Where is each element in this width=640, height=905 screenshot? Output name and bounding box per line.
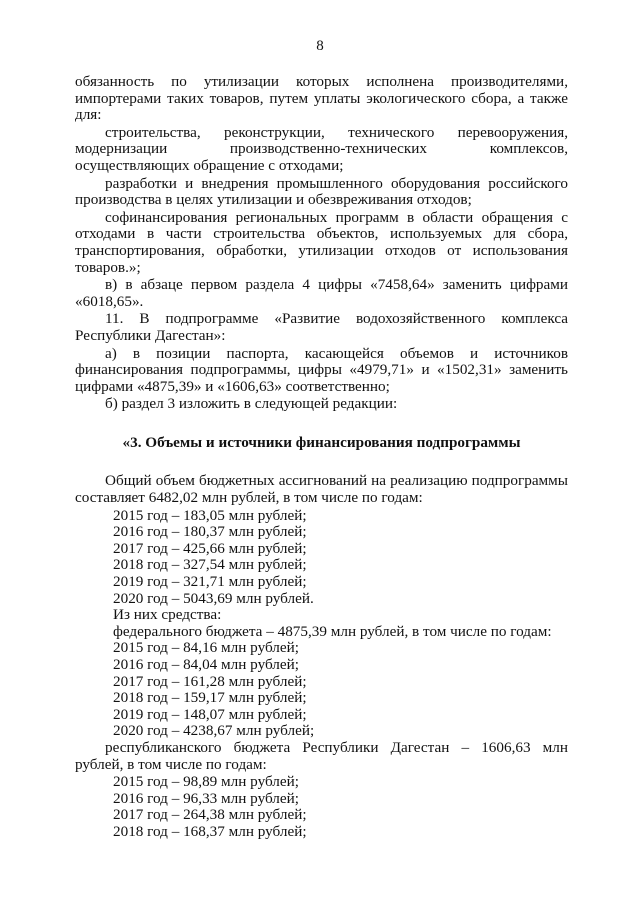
federal-years-list xyxy=(75,640,568,740)
list-item: 2020 год – 5043,69 млн рублей. xyxy=(113,589,314,607)
list-item: 2016 год – 180,37 млн рублей; xyxy=(113,523,307,541)
paragraph: обязанность по утилизации которых исполнена производителями, импортерами таких товаров, путем уплаты экологического сбора, а также для: xyxy=(75,73,568,124)
section-heading: «3. Объемы и источники финансирования подпрограммы xyxy=(122,433,521,451)
republic-years-list xyxy=(75,774,568,840)
page-number: 8 xyxy=(316,38,324,54)
list-item: 2018 год – 168,37 млн рублей; xyxy=(113,822,307,840)
document-body xyxy=(75,74,568,841)
paragraph: строительства, реконструкции, технического перевооружения, модернизации производственно-технических комплексов, осуществляющих обращение с отходами; xyxy=(75,123,568,174)
list-item: 2020 год – 4238,67 млн рублей; xyxy=(113,722,315,740)
republic-paragraph: республиканского бюджета Республики Дагестан – 1606,63 млн рублей, в том числе по годам: xyxy=(75,738,568,773)
list-item: 2015 год – 98,89 млн рублей; xyxy=(113,773,299,791)
list-item: 2015 год – 183,05 млн рублей; xyxy=(113,506,307,524)
list-item: 2018 год – 327,54 млн рублей; xyxy=(113,556,307,574)
of-them-label: Из них средства: xyxy=(113,606,222,624)
list-item: 2017 год – 161,28 млн рублей; xyxy=(113,672,307,690)
federal-intro: федерального бюджета – 4875,39 млн рублей, в том числе по годам: xyxy=(113,622,552,640)
list-item: 2019 год – 148,07 млн рублей; xyxy=(113,705,307,723)
list-item: 2015 год – 84,16 млн рублей; xyxy=(113,639,299,657)
paragraph: а) в позиции паспорта, касающейся объемов и источников финансирования подпрограммы, цифры «4979,71» и «1502,31» заменить цифрами «4875,39» и «1606,63» соответственно; xyxy=(75,344,568,395)
paragraph: б) раздел 3 изложить в следующей редакции: xyxy=(105,395,398,413)
total-paragraph: Общий объем бюджетных ассигнований на реализацию подпрограммы составляет 6482,02 млн рублей, в том числе по годам: xyxy=(75,472,568,507)
list-item: 2018 год – 159,17 млн рублей; xyxy=(113,689,307,707)
paragraph: разработки и внедрения промышленного оборудования российского производства в целях утилизации и обезвреживания отходов; xyxy=(75,174,568,209)
list-item: 2017 год – 264,38 млн рублей; xyxy=(113,806,307,824)
paragraph: софинансирования региональных программ в области обращения с отходами в части строительства объектов, используемых для сбора, транспортирования, обработки, утилизации отходов от использования товаров.»; xyxy=(75,208,568,276)
paragraph: 11. В подпрограмме «Развитие водохозяйственного комплекса Республики Дагестан»: xyxy=(75,310,568,344)
list-item: 2016 год – 84,04 млн рублей; xyxy=(113,656,299,673)
list-item: 2016 год – 96,33 млн рублей; xyxy=(113,789,299,807)
list-item: 2019 год – 321,71 млн рублей; xyxy=(113,573,307,591)
total-years-list xyxy=(75,508,568,608)
paragraph: в) в абзаце первом раздела 4 цифры «7458,64» заменить цифрами «6018,65». xyxy=(75,276,568,310)
list-item: 2017 год – 425,66 млн рублей; xyxy=(113,539,307,557)
